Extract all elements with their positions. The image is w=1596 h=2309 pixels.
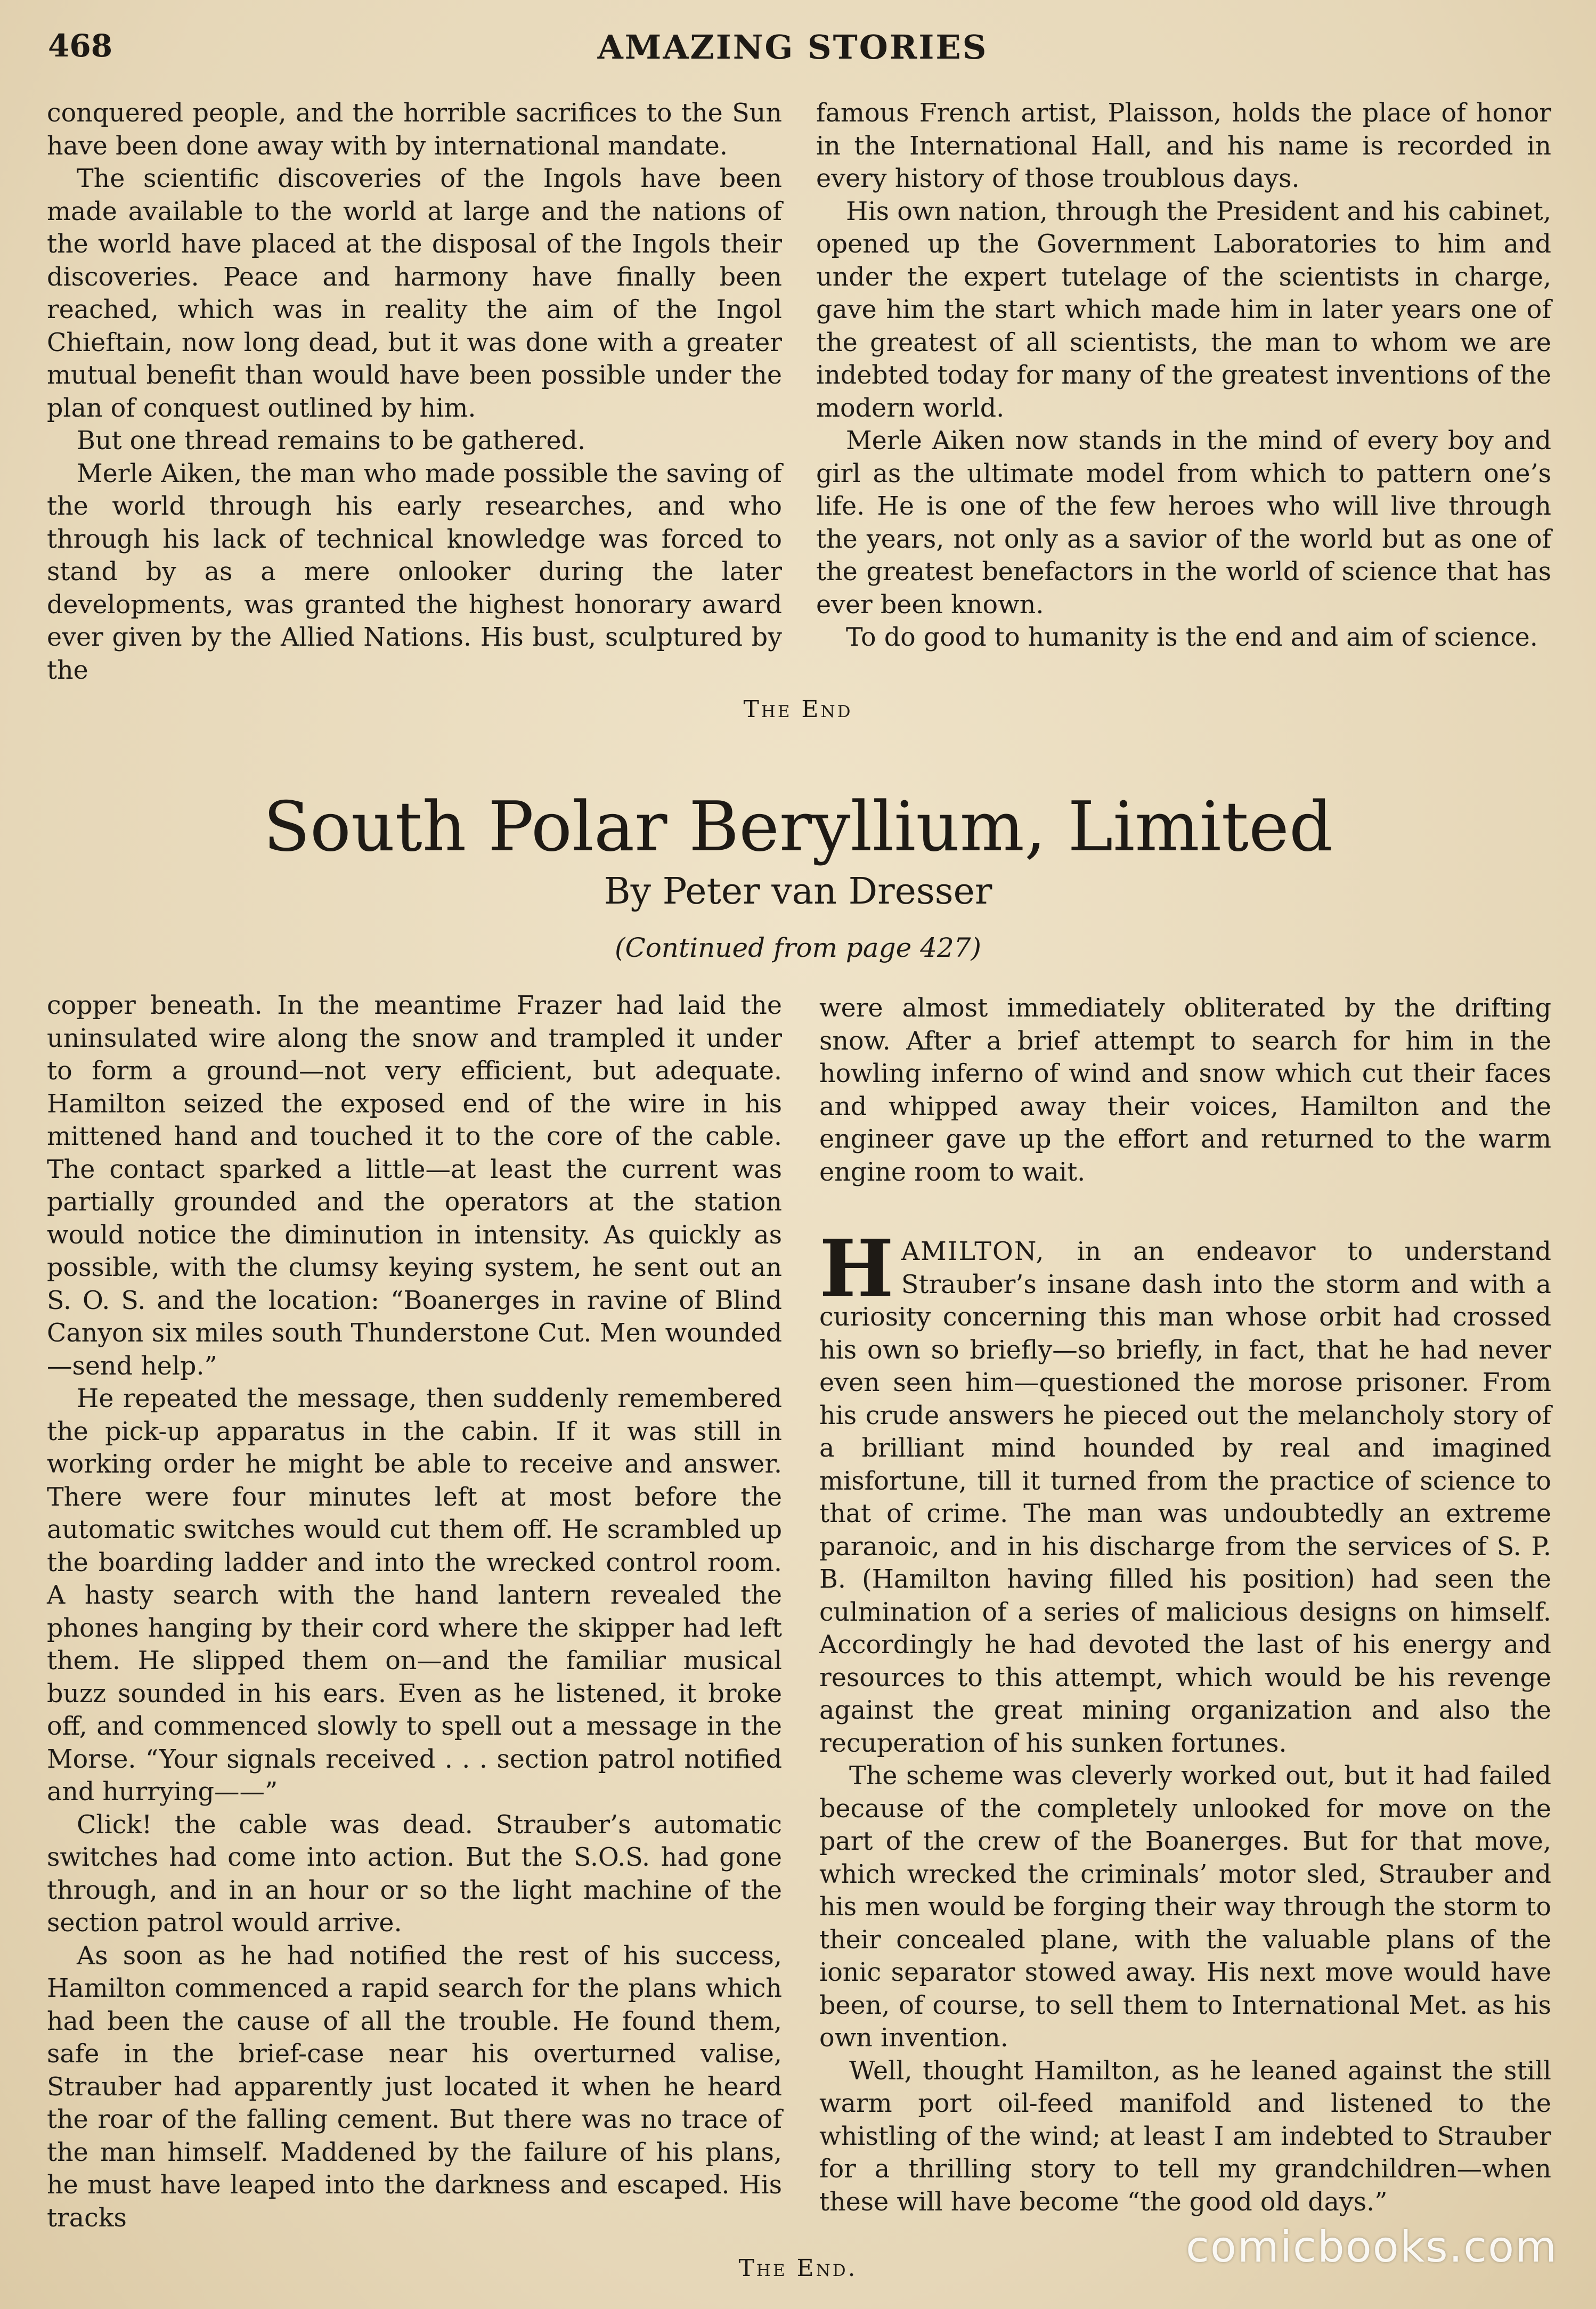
story-right-column — [819, 992, 1551, 2218]
paragraph: But one thread remains to be gathered. — [77, 426, 586, 456]
story-end-mark: The End. — [738, 2255, 858, 2282]
running-title: AMAZING STORIES — [597, 28, 988, 67]
section-opening-paragraph — [819, 1222, 1551, 1760]
paragraph: Click! the cable was dead. Strauber’s automatic switches had come into action. But the S.O.S. had gone through, and in an hour or so the light machine of the section patrol would arrive. — [47, 1810, 782, 1938]
paragraph: The scheme was cleverly worked out, but it had failed because of the completely unlooked for move on the part of the crew of the Boanerges. But for that move, which wrecked the criminals’ motor sled, Strauber and his men would be forging their way through the storm to their concealed plane, with the valuable plans of the ionic separator stowed away. His next move would have been, of course, to sell them to International Met. as his own invention. — [819, 1761, 1551, 2053]
story-title: South Polar Beryllium, Limited — [263, 787, 1333, 867]
section-break — [819, 1189, 1551, 1235]
opening-text: in an endeavor to understand Strauber’s insane dash into the storm and with a curiosity concerning this man whose orbit had crossed his own so briefly—so briefly, in fact, that he had never even seen him—questioned the morose prisoner. From his crude answers he pieced out the melancholy story of a brilliant mind hounded by real and imagined misfortune, till it turned from the practice of science to that of crime. The man was undoubtedly an extreme paranoic, and in his discharge from the services of S. P. B. (Hamilton having filled his position) had seen the culmination of a series of malicious designs on himself. Accordingly he had devoted the last of his energy and resources to this attempt, which would be his revenge against the great mining organization and also the recuperation of his sunken fortunes. — [819, 1237, 1551, 1758]
paragraph: As soon as he had notified the rest of his success, Hamilton commenced a rapid search for the plans which had been the cause of all the trouble. He found them, safe in the brief-case near his overturned valise, Strauber had apparently just located it when he heard the roar of the falling cement. But there was no trace of the man himself. Maddened by the failure of his plans, he must have leaped into the darkness and escaped. His tracks — [47, 1941, 782, 2233]
paragraph: His own nation, through the President and his cabinet, opened up the Government Laboratories to him and under the expert tutelage of the scientists in charge, gave him the start which made him in later years one of the greatest of all scientists, the man to whom we are indebted today for many of the greatest inventions of the modern world. — [816, 197, 1551, 423]
paragraph: To do good to humanity is the end and aim of science. — [846, 623, 1538, 652]
previous-story-right-column — [816, 97, 1551, 654]
paragraph: were almost immediately obliterated by the drifting snow. After a brief attempt to search for him in the howling inferno of wind and snow which cut their faces and whipped away their voices, Hamilton and the engineer gave up the effort and returned to the warm engine room to wait. — [819, 994, 1551, 1187]
page-number: 468 — [48, 28, 113, 64]
paragraph: He repeated the message, then suddenly remembered the pick-up apparatus in the cabin. If it was still in working order he might be able to receive and answer. There were four minutes left at most before the automatic switches would cut them off. He scrambled up the boarding ladder and into the wrecked control room. A hasty search with the hand lantern revealed the phones hanging by their cord where the skipper had left them. He slipped them on—and the familiar musical buzz sounded in his ears. Even as he listened, it broke off, and commenced slowly to spell out a message in the Morse. “Your signals received . . . section patrol notified and hurrying——” — [47, 1384, 782, 1807]
paragraph: famous French artist, Plaisson, holds the place of honor in the International Hall, and his name is recorded in every history of those troublous days. — [816, 99, 1551, 193]
previous-story-end-mark: The End — [743, 696, 853, 723]
opening-word: AMILTON, — [901, 1237, 1045, 1266]
paragraph: The scientific discoveries of the Ingols have been made available to the world at large and the nations of the world have placed at the disposal of the Ingols their discoveries. Peace and harmony have finally been reached, which was in reality the aim of the Ingol Chieftain, now long dead, but it was done with a greater mutual benefit than would have been possible under the plan of conquest outlined by him. — [47, 164, 782, 423]
page-header — [48, 28, 1537, 70]
story-byline: By Peter van Dresser — [604, 871, 992, 913]
story-left-column — [47, 989, 782, 2234]
paragraph: conquered people, and the horrible sacrifices to the Sun have been done away with by international mandate. — [47, 99, 782, 161]
paragraph: Merle Aiken now stands in the mind of every boy and girl as the ultimate model from which to pattern one’s life. He is one of the few heroes who will live through the years, not only as a savior of the world but as one of the greatest benefactors in the world of science that has ever been known. — [816, 426, 1551, 620]
paragraph: Merle Aiken, the man who made possible the saving of the world through his early researches, and who through his lack of technical knowledge was forced to stand by as a mere onlooker during the later developments, was granted the highest honorary award ever given by the Allied Nations. His bust, sculptured by the — [47, 459, 782, 685]
watermark: comicbooks.com — [1185, 2222, 1558, 2272]
paragraph: Well, thought Hamilton, as he leaned against the still warm port oil-feed manifold and listened to the whistling of the wind; at least I am indebted to Strauber for a thrilling story to tell my grandchildren—when these will have become “the good old days.” — [819, 2056, 1551, 2217]
previous-story-left-column — [47, 97, 782, 687]
continued-note: (Continued from page 427) — [614, 932, 982, 963]
paragraph: copper beneath. In the meantime Frazer had laid the uninsulated wire along the snow and trampled it under to form a ground—not very efficient, but adequate. Hamilton seized the exposed end of the wire in his mittened hand and touched it to the core of the cable. The contact sparked a little—at least the current was partially grounded and the operators at the station would notice the diminution in intensity. As quickly as possible, with the clumsy keying system, he sent out an S. O. S. and the location: “Boanerges in ravine of Blind Canyon six miles south Thunderstone Cut. Men wounded—send help.” — [47, 991, 782, 1381]
drop-cap: H — [819, 1222, 894, 1315]
